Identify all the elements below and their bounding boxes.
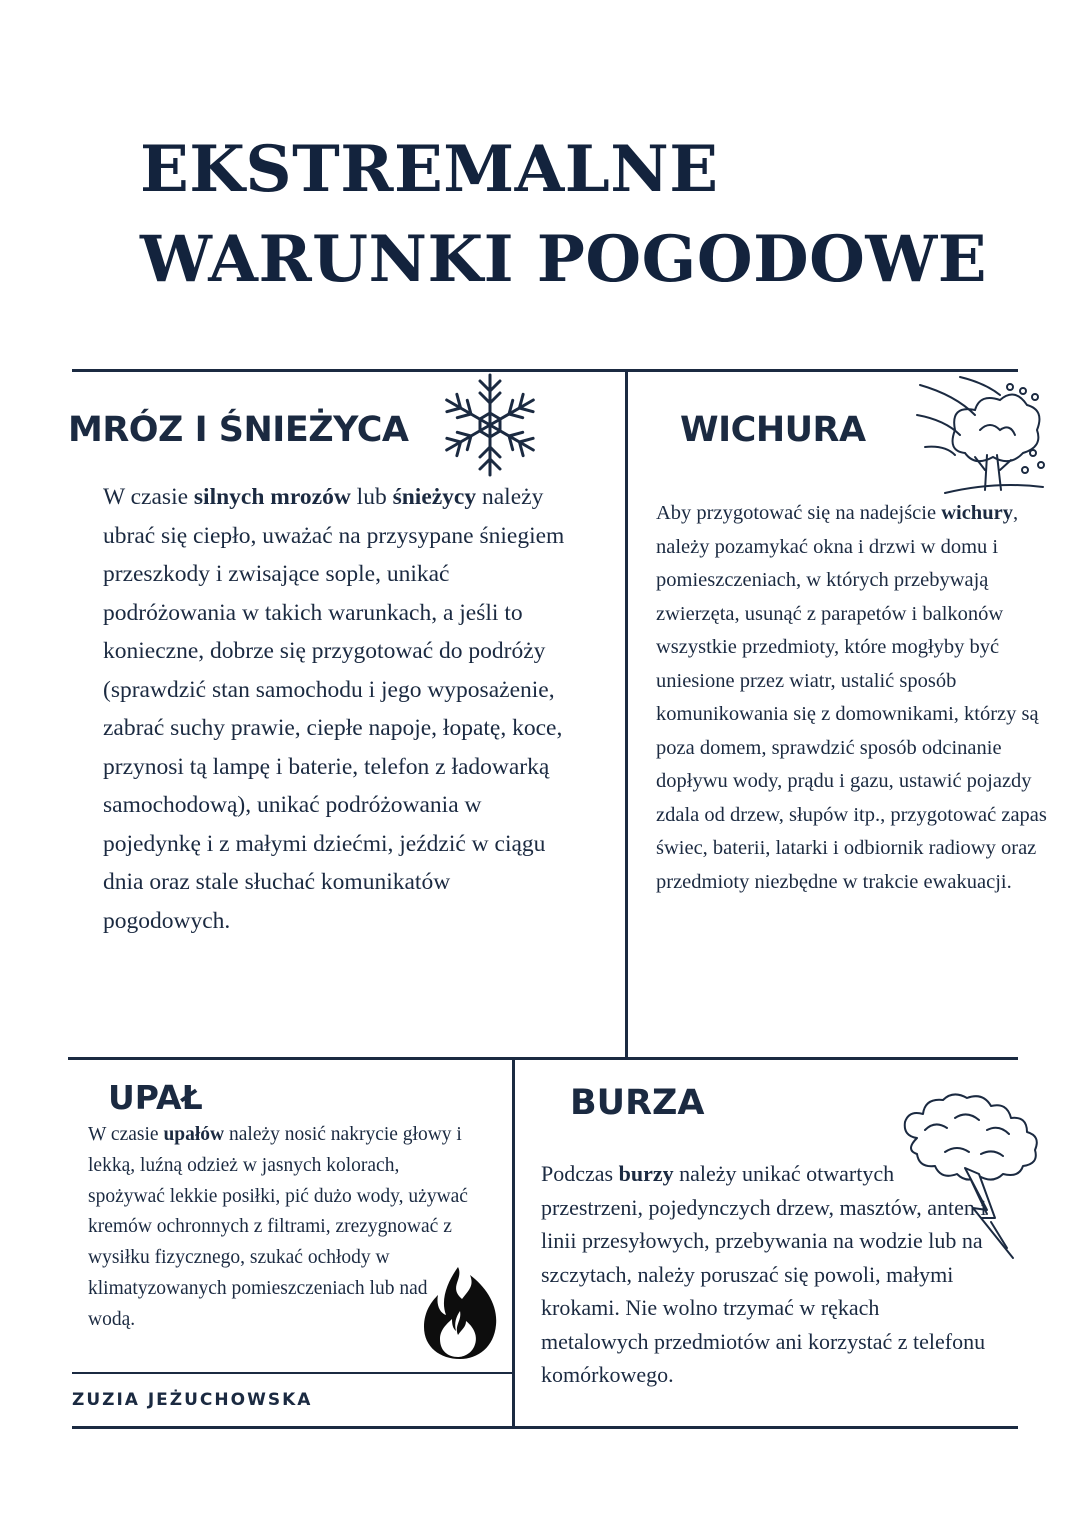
text-burza-1: Podczas [541,1161,619,1186]
text-wichura-2: , należy pozamykać okna i drzwi w domu i pomieszczeniach, w których przebywają zwierzęta, usunąć z parapetów i balkonów wszystkie przedmioty, które mogłyby być uniesione przez wiatr, ustalić sposób komunikowania się z domownikami, którzy są poza domem, sprawdzić sposób odcinanie dopływu wody, prądu i gazu, ustawić pojazdy zdala od drzew, słupów itp., przygotować zapas świec, baterii, latarki i odbiornik radiowy oraz przedmioty niezbędne w trakcie ewakuacji. [656,502,1047,893]
text-mroz-3: należy ubrać się ciepło, uważać na przysypane śniegiem przeszkody i zwisające sople, unikać podróżowania w takich warunkach, a jeśli to konieczne, dobrze się przygotować do podróży (sprawdzić stan samochodu i jego wyposażenie, zabrać suchy prawie, ciepłe napoje, łopatę, koce, przynosi tą lampę i baterie, telefon z ładowarką samochodową), unikać podróżowania w pojedynkę i z małymi dziećmi, jeździć w ciągu dnia oraz stale słuchać komunikatów pogodowych. [103,484,565,934]
fire-icon [418,1265,502,1361]
text-burza-2: należy unikać otwartych przestrzeni, pojedynczych drzew, masztów, anten i linii przesyłowych, przebywania na wodzie lub na szczytach, należy poruszać się powoli, małymi krokami. Nie wolno trzymać w rękach metalowych przedmiotów ani korzystać z telefonu komórkowego. [541,1161,987,1387]
author-divider [72,1372,514,1374]
bold-wichury: wichury [941,502,1013,524]
text-mroz-2: lub [350,484,393,510]
bottom-divider [72,1426,1018,1429]
bold-upalow: upałów [163,1124,225,1145]
paragraph-burza [541,1157,991,1392]
heading-mroz: MRÓZ I ŚNIEŻYCA [68,410,409,450]
paragraph-wichura [656,497,1048,899]
bold-burzy: burzy [618,1161,674,1186]
heading-wichura: WICHURA [680,410,866,450]
page-title-line-1: EKSTREMALNE [140,132,719,207]
page-title [140,125,987,305]
bold-sniezycy: śnieżycy [392,484,477,510]
top-divider [72,369,1018,372]
author-name: ZUZIA JEŻUCHOWSKA [72,1390,313,1410]
bold-silnych-mrozow: silnych mrozów [193,484,351,510]
heading-burza: BURZA [570,1083,705,1123]
paragraph-mroz [103,478,583,940]
vertical-divider-upper [625,372,628,1058]
middle-divider [68,1057,1018,1060]
heading-upal: UPAŁ [108,1078,203,1117]
text-upal-2: należy nosić nakrycie głowy i lekką, luźną odzież w jasnych kolorach, spożywać lekkie posiłki, pić dużo wody, używać kremów ochronnych z filtrami, zrezygnować z wysiłku fizycznego, szukać ochłody w klimatyzowanych pomieszczeniach lub nad wodą. [88,1124,468,1330]
windy-tree-icon [915,375,1050,510]
paragraph-upal [88,1120,468,1336]
text-upal-1: W czasie [88,1124,164,1145]
text-wichura-1: Aby przygotować się na nadejście [656,502,942,524]
snowflake-icon [435,370,545,480]
page-title-line-2: WARUNKI POGODOWE [140,222,987,297]
text-mroz-1: W czasie [103,484,194,510]
